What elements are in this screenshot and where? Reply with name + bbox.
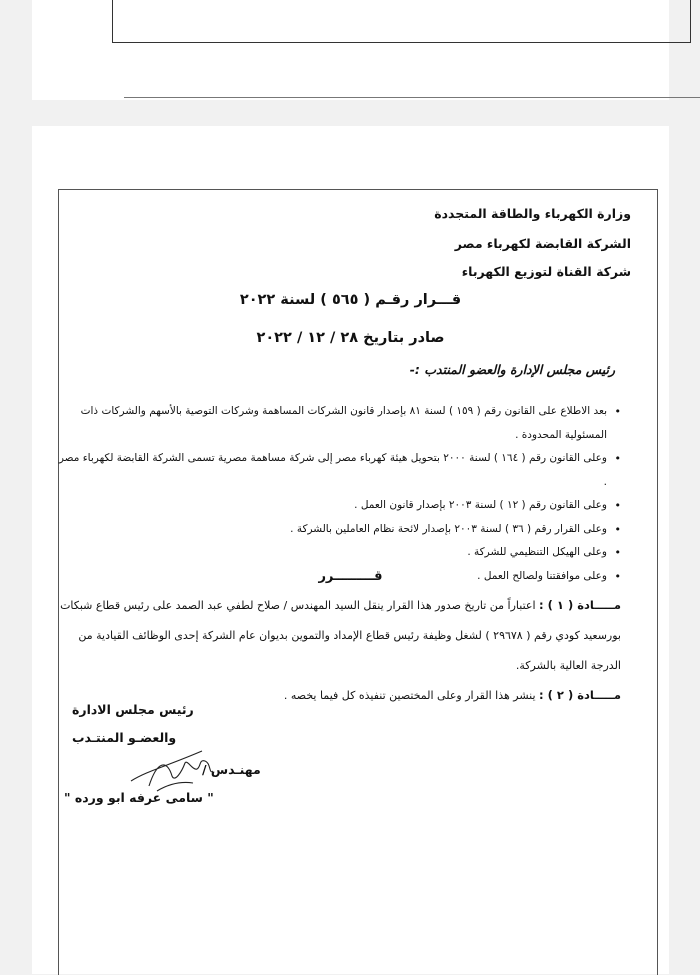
preamble-item: • وعلى القانون رقم ( ١٦٤ ) لسنة ٢٠٠٠ بتحويل هيئة كهرباء مصر إلى شركة مساهمة مصرية تسمى الشركة القابضة لكهرباء مصر . (53, 447, 621, 494)
preamble-item: • وعلى الهيكل التنظيمي للشركة . (53, 541, 621, 565)
decision-title: قـــرار رقـم ( ٥٦٥ ) لسنة ٢٠٢٢ (239, 292, 462, 308)
previous-page-fragment (32, 0, 669, 100)
preamble-item: • وعلى موافقتنا ولصالح العمل . (53, 565, 621, 589)
chairman-line: رئيس مجلس الإدارة والعضو المنتدب :- (409, 362, 615, 377)
ministry-header: وزارة الكهرباء والطاقة المتجددة (434, 206, 631, 221)
preamble-item: • وعلى القانون رقم ( ١٢ ) لسنة ٢٠٠٣ بإصدار قانون العمل . (53, 494, 621, 518)
decides-heading: قـــــــــرر (318, 569, 383, 584)
article-text: ينشر هذا القرار وعلى المختصين تنفيذه كل فيما يخصه . (283, 689, 536, 702)
article-label: مـــــادة ( ١ ) : (539, 598, 621, 612)
signatory-name: " سامى عرفه ابو ورده " (64, 790, 214, 805)
signature-title-2: والعضـو المنتـدب (72, 730, 177, 745)
decision-date: صادر بتاريخ ٢٨ / ١٢ / ٢٠٢٢ (256, 330, 445, 346)
preamble-item: • وعلى القرار رقم ( ٣٦ ) لسنة ٢٠٠٣ بإصدار لائحة نظام العاملين بالشركة . (53, 518, 621, 542)
signature-title-1: رئيس مجلس الادارة (72, 702, 194, 717)
previous-page-frame (112, 0, 691, 43)
article-1 (53, 590, 621, 681)
article-text: اعتباراً من تاريخ صدور هذا القرار ينقل السيد المهندس / صلاح لطفي عبد الصمد على رئيس قطاع شبكات بورسعيد كودي رقم ( ٢٩٦٧٨ ) لشغل وظيفة رئيس قطاع الإمداد والتموين بديوان عام الشركة إحدى الوظائف القيادية من الدرجة العالية بالشركة. (60, 599, 621, 672)
document-page (32, 126, 669, 974)
previous-page-edge (124, 97, 700, 98)
signature-engineer-label: مهنـدس / (202, 762, 261, 777)
preamble-item: • بعد الاطلاع على القانون رقم ( ١٥٩ ) لسنة ٨١ بإصدار قانون الشركات المساهمة وشركات التوصية بالأسهم والشركات ذات المسئولية المحدودة . (53, 400, 621, 447)
holding-company-header: الشركة القابضة لكهرباء مصر (454, 236, 631, 251)
company-header: شركة القناة لتوزيع الكهرباء (461, 264, 631, 279)
handwritten-signature (127, 741, 217, 796)
article-label: مـــــادة ( ٢ ) : (539, 688, 621, 702)
preamble-list (53, 400, 621, 588)
